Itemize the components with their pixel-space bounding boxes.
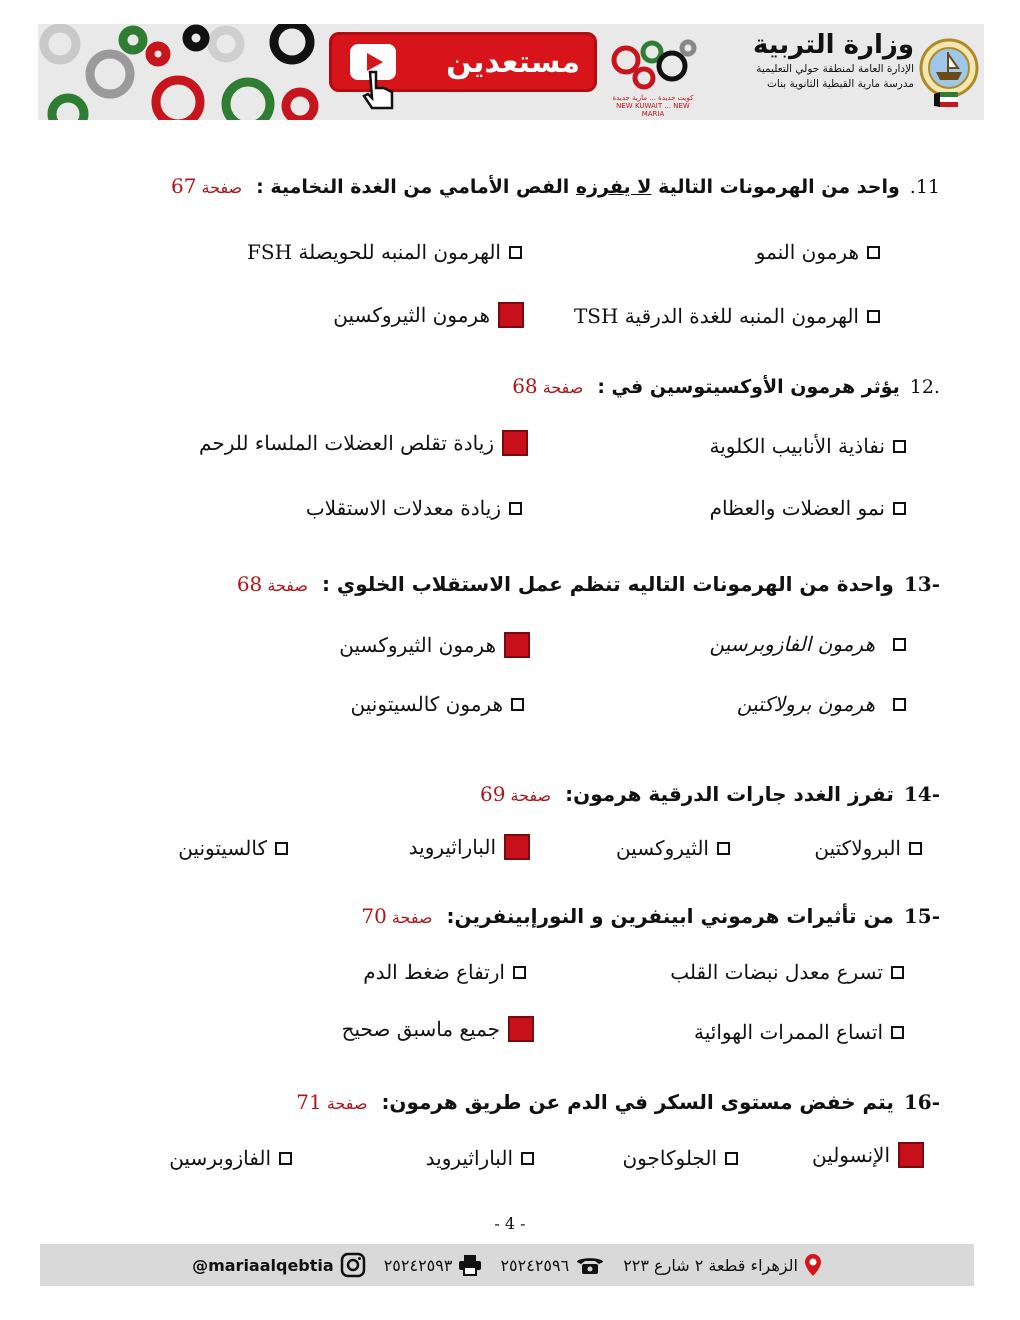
question-number: -16 [903, 1090, 940, 1114]
selected-checkbox-icon[interactable] [504, 632, 530, 658]
fax-number: ٢٥٢٤٢٥٩٣ [383, 1255, 453, 1275]
selected-checkbox-icon[interactable] [498, 302, 524, 328]
gears-decoration [38, 24, 320, 120]
page-reference: صفحة 70 [361, 904, 433, 928]
school-name: مدرسة مارية القبطية الثانوية بنات [767, 78, 914, 90]
answer-option[interactable]: الفازوبرسين [169, 1146, 292, 1170]
answer-option[interactable]: نفاذية الأنابيب الكلوية [710, 434, 907, 458]
location-pin-icon [804, 1253, 822, 1277]
watch-button-label: مستعدين [446, 44, 580, 80]
checkbox-icon[interactable] [511, 698, 524, 711]
instagram-icon [340, 1252, 366, 1278]
ministry-block [664, 28, 914, 92]
answer-option[interactable]: الجلوكاجون [622, 1146, 738, 1170]
checkbox-icon[interactable] [893, 698, 906, 711]
question-12 [512, 374, 940, 398]
checkbox-icon[interactable] [893, 638, 906, 651]
checkbox-icon[interactable] [867, 246, 880, 259]
question-text: تفرز الغدد جارات الدرقية هرمون: [565, 782, 894, 806]
checkbox-icon[interactable] [509, 502, 522, 515]
checkbox-icon[interactable] [275, 842, 288, 855]
question-number: -14 [903, 782, 940, 806]
question-number: -13 [903, 572, 940, 596]
answer-option-selected[interactable]: زيادة تقلص العضلات الملساء للرحم [199, 430, 528, 456]
checkbox-icon[interactable] [279, 1152, 292, 1165]
checkbox-icon[interactable] [891, 966, 904, 979]
answer-option[interactable]: هرمون كالسيتونين [351, 692, 524, 716]
instagram-item[interactable] [192, 1252, 366, 1278]
answer-option-selected[interactable]: هرمون الثيروكسين [333, 302, 524, 328]
answer-option-selected[interactable]: الإنسولين [812, 1142, 924, 1168]
question-text: واحد من الهرمونات التالية [651, 176, 900, 198]
question-14 [480, 782, 940, 806]
page-reference: صفحة 69 [480, 782, 552, 806]
question-16 [296, 1090, 940, 1114]
answer-option[interactable]: الباراثيرويد [426, 1146, 534, 1170]
answer-option[interactable]: الثيروكسين [616, 836, 730, 860]
question-text: يؤثر هرمون الأوكسيتوسين في : [597, 376, 900, 398]
question-number: -15 [903, 904, 940, 928]
answer-option[interactable]: اتساع الممرات الهوائية [694, 1020, 904, 1044]
question-number: .12 [909, 376, 940, 398]
address-text: الزهراء قطعة ٢ شارع ٢٢٣ [623, 1255, 798, 1275]
fax-item [384, 1254, 483, 1276]
kuwait-emblem-icon [918, 28, 980, 116]
page-reference: صفحة 68 [512, 374, 584, 398]
phone-item [500, 1254, 605, 1276]
answer-option[interactable]: ارتفاع ضغط الدم [363, 960, 526, 984]
question-13 [237, 572, 940, 596]
answer-option[interactable]: هرمون برولاكتين [737, 692, 906, 716]
checkbox-icon[interactable] [893, 502, 906, 515]
question-text-underlined: لا يفرزه [575, 176, 652, 198]
answer-option-selected[interactable]: هرمون الثيروكسين [339, 632, 530, 658]
fax-printer-icon [458, 1254, 482, 1276]
page-number: - 4 - [494, 1214, 526, 1233]
selected-checkbox-icon[interactable] [502, 430, 528, 456]
checkbox-icon[interactable] [891, 1026, 904, 1039]
checkbox-icon[interactable] [909, 842, 922, 855]
question-15 [361, 904, 940, 928]
page-reference: صفحة 67 [170, 174, 243, 198]
answer-option[interactable]: نمو العضلات والعظام [710, 496, 906, 520]
answer-option[interactable]: تسرع معدل نبضات القلب [670, 960, 904, 984]
question-text: واحدة من الهرمونات التاليه تنظم عمل الاستقلاب الخلوي : [321, 572, 894, 596]
answer-option[interactable]: كالسيتونين [178, 836, 288, 860]
hand-cursor-icon [358, 68, 402, 114]
question-text: يتم خفض مستوى السكر في الدم عن طريق هرمون: [381, 1090, 894, 1114]
logo-text: كويت جديدة ... مارية جديدة NEW KUWAIT ... NEW MARIA [612, 94, 694, 118]
answer-option[interactable]: الهرمون المنبه للغدة الدرقية TSH [574, 304, 880, 328]
phone-number: ٢٥٢٤٢٥٩٦ [500, 1255, 570, 1275]
ministry-district: الإدارة العامة لمنطقة حولي التعليمية [756, 63, 914, 75]
selected-checkbox-icon[interactable] [508, 1016, 534, 1042]
answer-option-selected[interactable]: جميع ماسبق صحيح [342, 1016, 534, 1042]
checkbox-icon[interactable] [867, 310, 880, 323]
checkbox-icon[interactable] [509, 246, 522, 259]
checkbox-icon[interactable] [513, 966, 526, 979]
selected-checkbox-icon[interactable] [898, 1142, 924, 1168]
answer-option[interactable]: زيادة معدلات الاستقلاب [306, 496, 522, 520]
question-number: 11. [909, 176, 940, 198]
question-text-end: الفص الأمامي من الغدة النخامية : [256, 176, 576, 198]
checkbox-icon[interactable] [893, 440, 906, 453]
address-item [623, 1253, 822, 1277]
header-banner [38, 24, 984, 120]
question-11 [171, 174, 940, 198]
instagram-handle[interactable]: @mariaalqebtia [192, 1255, 334, 1275]
question-text: من تأثيرات هرموني ابينفرين و النورإبينفرين: [446, 904, 894, 928]
answer-option[interactable]: هرمون الفازوبرسين [710, 632, 906, 656]
answer-option[interactable]: الهرمون المنبه للحويصلة FSH [247, 240, 522, 264]
contact-footer [40, 1244, 974, 1286]
checkbox-icon[interactable] [725, 1152, 738, 1165]
checkbox-icon[interactable] [717, 842, 730, 855]
selected-checkbox-icon[interactable] [504, 834, 530, 860]
answer-option[interactable]: هرمون النمو [756, 240, 880, 264]
ministry-title: وزارة التربية [752, 30, 914, 60]
checkbox-icon[interactable] [521, 1152, 534, 1165]
telephone-icon [575, 1254, 605, 1276]
page-reference: صفحة 71 [296, 1090, 368, 1114]
answer-option[interactable]: البرولاكتين [814, 836, 922, 860]
answer-option-selected[interactable]: الباراثيرويد [409, 834, 530, 860]
page-reference: صفحة 68 [236, 572, 308, 596]
